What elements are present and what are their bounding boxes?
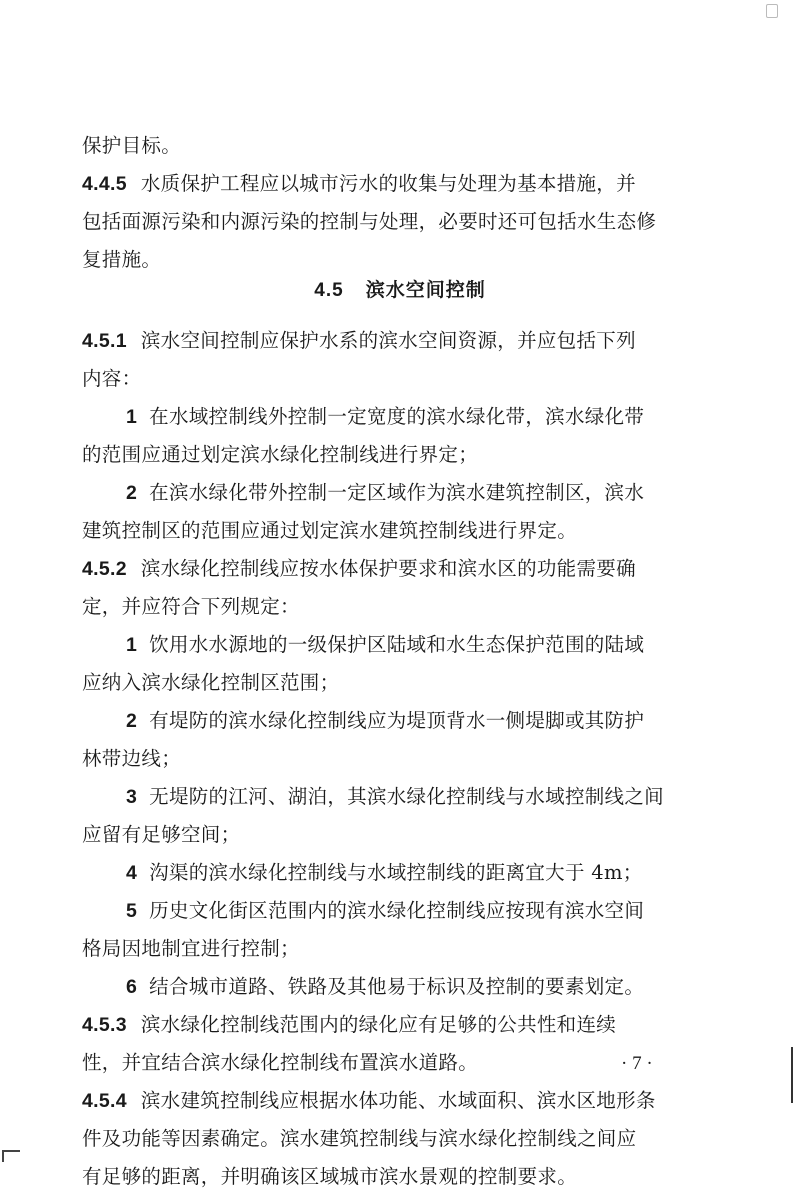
text-line: 林带边线； — [82, 747, 182, 770]
clause-number: 4.5.1 — [82, 330, 127, 352]
clause-number: 4.5.2 — [82, 558, 127, 580]
item-text: 结合城市道路、铁路及其他易于标识及控制的要素划定。 — [149, 975, 645, 998]
text-block-4-5 — [82, 322, 698, 1196]
item-text: 历史文化街区范围内的滨水绿化控制线应按现有滨水空间 — [149, 899, 645, 922]
item-line — [82, 398, 698, 436]
item-text: 饮用水水源地的一级保护区陆域和水生态保护范围的陆域 — [149, 633, 645, 656]
section-number: 4.5 — [314, 280, 344, 301]
text-line: 有足够的距离，并明确该区域城市滨水景观的控制要求。 — [82, 1165, 578, 1188]
page-edge-line — [791, 1047, 793, 1103]
item-text: 在水域控制线外控制一定宽度的滨水绿化带，滨水绿化带 — [149, 405, 645, 428]
item-number: 6 — [126, 976, 138, 998]
item-line — [82, 702, 698, 740]
clause-number: 4.5.3 — [82, 1014, 127, 1036]
text-line: 应纳入滨水绿化控制区范围； — [82, 671, 340, 694]
text-line: 件及功能等因素确定。滨水建筑控制线与滨水绿化控制线之间应 — [82, 1127, 637, 1150]
section-heading — [0, 275, 800, 302]
item-text: 在滨水绿化带外控制一定区域作为滨水建筑控制区，滨水 — [149, 481, 645, 504]
clause-number: 4.4.5 — [82, 173, 127, 195]
item-number: 5 — [126, 900, 138, 922]
item-number: 1 — [126, 634, 138, 656]
clause-line — [82, 1006, 698, 1044]
text-block-4-4 — [82, 127, 698, 279]
clause-number: 4.5.4 — [82, 1090, 127, 1112]
item-line — [82, 778, 698, 816]
text-line: 包括面源污染和内源污染的控制与处理，必要时还可包括水生态修 — [82, 210, 657, 233]
clause-line — [82, 165, 698, 203]
text-line: 定，并应符合下列规定： — [82, 595, 300, 618]
text-line: 应留有足够空间； — [82, 823, 241, 846]
item-line — [82, 968, 698, 1006]
clause-text: 滨水绿化控制线范围内的绿化应有足够的公共性和连续 — [140, 1013, 617, 1036]
clause-text: 滨水空间控制应保护水系的滨水空间资源，并应包括下列 — [140, 329, 636, 352]
item-number: 3 — [126, 786, 138, 808]
text-line: 内容： — [82, 367, 142, 390]
text-line: 保护目标。 — [82, 134, 182, 157]
section-title: 滨水空间控制 — [365, 279, 486, 301]
text-line: 格局因地制宜进行控制； — [82, 937, 300, 960]
clause-text: 滨水建筑控制线应根据水体功能、水域面积、滨水区地形条 — [140, 1089, 656, 1112]
item-text: 有堤防的滨水绿化控制线应为堤顶背水一侧堤脚或其防护 — [149, 709, 645, 732]
item-text: 无堤防的江河、湖泊，其滨水绿化控制线与水域控制线之间 — [149, 785, 664, 808]
clause-line — [82, 550, 698, 588]
item-line — [82, 892, 698, 930]
clause-text: 水质保护工程应以城市污水的收集与处理为基本措施，并 — [140, 172, 636, 195]
item-line — [82, 854, 698, 892]
text-line: 的范围应通过划定滨水绿化控制线进行界定； — [82, 443, 479, 466]
item-line — [82, 474, 698, 512]
clause-line — [82, 1082, 698, 1120]
text-line: 建筑控制区的范围应通过划定滨水建筑控制线进行界定。 — [82, 519, 578, 542]
item-line — [82, 626, 698, 664]
corner-mark — [766, 4, 778, 18]
clause-text: 滨水绿化控制线应按水体保护要求和滨水区的功能需要确 — [140, 557, 636, 580]
page-number: · 7 · — [621, 1053, 653, 1074]
item-number: 2 — [126, 482, 138, 504]
text-line: 性，并宜结合滨水绿化控制线布置滨水道路。 — [82, 1051, 479, 1074]
scan-mark — [2, 1150, 20, 1162]
clause-line — [82, 322, 698, 360]
item-number: 1 — [126, 406, 138, 428]
item-number: 4 — [126, 862, 138, 884]
text-line: 复措施。 — [82, 248, 162, 271]
item-number: 2 — [126, 710, 138, 732]
item-text: 沟渠的滨水绿化控制线与水域控制线的距离宜大于 4m； — [149, 861, 643, 884]
